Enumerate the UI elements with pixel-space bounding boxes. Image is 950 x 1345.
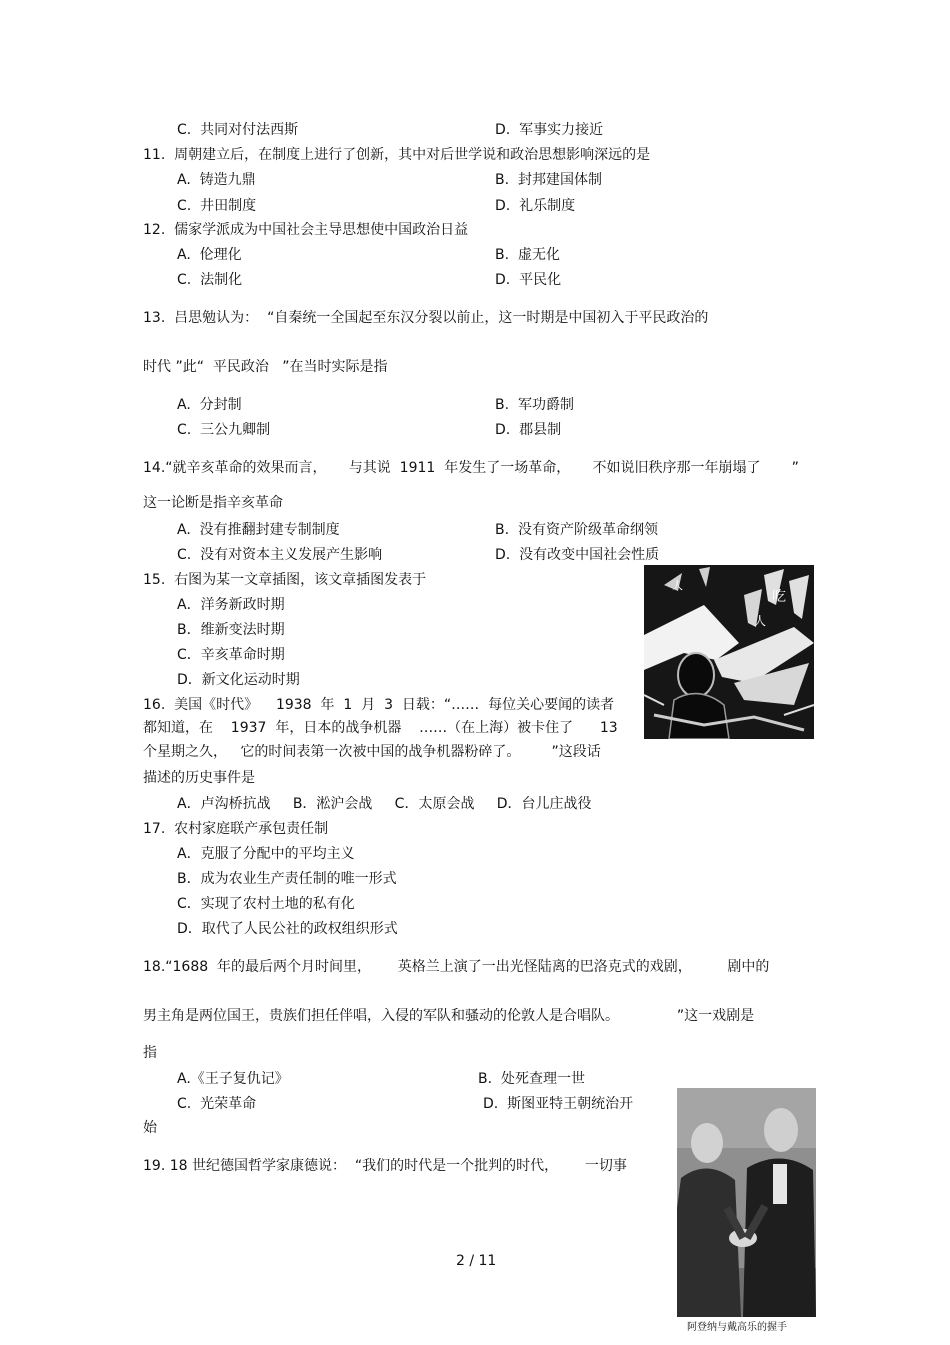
question-16-line1: 16. 美国《时代》 1938 年 1 月 3 日载：“…… 每位关心要闻的读者	[143, 697, 615, 713]
q15-option-b: B．维新变法时期	[177, 622, 285, 638]
q13-option-b: B. 军功爵制	[495, 397, 574, 413]
question-14-line2: 这一论断是指辛亥革命	[143, 495, 283, 511]
question-13-line2: 时代 ”此“ 平民政治 ”在当时实际是指	[143, 359, 388, 375]
q17-option-d: D．取代了人民公社的政权组织形式	[177, 921, 398, 937]
q12-option-b: B. 虚无化	[495, 247, 560, 263]
q11-option-b: B. 封邦建国体制	[495, 172, 602, 188]
q18-option-b: B. 处死查理一世	[478, 1071, 585, 1087]
question-18-line2: 男主角是两位国王，贵族们担任伴唱，入侵的军队和骚动的伦敦人是合唱队。 ”这一戏剧是	[143, 1008, 755, 1024]
q17-option-c: C．实现了农村土地的私有化	[177, 896, 355, 912]
question-16-line4: 描述的历史事件是	[143, 770, 255, 786]
q12-option-a: A. 伦理化	[177, 247, 242, 263]
q18-option-d: D. 斯图亚特王朝统治开	[483, 1096, 634, 1112]
q13-option-a: A. 分封制	[177, 397, 242, 413]
q18-option-a: A.《王子复仇记》	[177, 1071, 289, 1087]
q13-option-c: C. 三公九卿制	[177, 422, 271, 438]
q16-options: A．卢沟桥抗战 B．淞沪会战 C．太原会战 D．台儿庄战役	[177, 796, 592, 812]
q12-option-c: C. 法制化	[177, 272, 243, 288]
question-13-line1: 13. 吕思勉认为： “自秦统一全国起至东汉分裂以前止，这一时期是中国初入于平民政治的	[143, 310, 709, 326]
woodcut-illustration	[644, 565, 814, 739]
question-12: 12. 儒家学派成为中国社会主导思想使中国政治日益	[143, 222, 469, 238]
q17-option-b: B．成为农业生产责任制的唯一形式	[177, 871, 397, 887]
svg-text:人: 人	[672, 579, 683, 592]
q17-option-a: A．克服了分配中的平均主义	[177, 846, 355, 862]
q11-option-c: C. 井田制度	[177, 198, 257, 214]
question-17: 17. 农村家庭联产承包责任制	[143, 821, 329, 837]
q12-option-d: D. 平民化	[495, 272, 562, 288]
handshake-photo	[677, 1088, 816, 1317]
q14-option-a: A. 没有推翻封建专制制度	[177, 522, 340, 538]
q10-option-c: C. 共同对付法西斯	[177, 122, 299, 138]
q15-option-a: A．洋务新政时期	[177, 597, 285, 613]
q15-option-d: D．新文化运动时期	[177, 672, 300, 688]
q18-option-d-cont: 始	[143, 1120, 157, 1136]
question-19: 19. 18 世纪德国哲学家康德说： “我们的时代是一个批判的时代， 一切事	[143, 1158, 627, 1174]
question-16-line2: 都知道，在 1937 年，日本的战争机器 ……（在上海）被卡住了 13	[143, 720, 618, 736]
question-14-line1: 14.“就辛亥革命的效果而言， 与其说 1911 年发生了一场革命， 不如说旧秩序那一年崩塌了 ”	[143, 460, 799, 476]
question-18-line1: 18.“1688 年的最后两个月时间里， 英格兰上演了一出光怪陆离的巴洛克式的戏剧， 剧中的	[143, 959, 770, 975]
question-15: 15. 右图为某一文章插图，该文章插图发表于	[143, 572, 427, 588]
q18-option-c: C. 光荣革命	[177, 1096, 257, 1112]
q11-option-a: A. 铸造九鼎	[177, 172, 256, 188]
question-16-line3: 个星期之久， 它的时间表第一次被中国的战争机器粉碎了。 ”这段话	[143, 744, 601, 760]
q15-option-c: C．辛亥革命时期	[177, 647, 285, 663]
page-number: 2 / 11	[456, 1253, 497, 1269]
photo-caption: 阿登纳与戴高乐的握手	[687, 1322, 787, 1333]
svg-text:人: 人	[754, 614, 767, 628]
q14-option-c: C. 没有对资本主义发展产生影响	[177, 547, 383, 563]
question-18-line3: 指	[143, 1045, 157, 1061]
q14-option-d: D. 没有改变中国社会性质	[495, 547, 660, 563]
svg-text:吃: 吃	[772, 589, 786, 605]
q13-option-d: D. 郡县制	[495, 422, 562, 438]
q11-option-d: D. 礼乐制度	[495, 198, 576, 214]
question-11: 11. 周朝建立后，在制度上进行了创新，其中对后世学说和政治思想影响深远的是	[143, 147, 651, 163]
q10-option-d: D. 军事实力接近	[495, 122, 604, 138]
q14-option-b: B. 没有资产阶级革命纲领	[495, 522, 658, 538]
